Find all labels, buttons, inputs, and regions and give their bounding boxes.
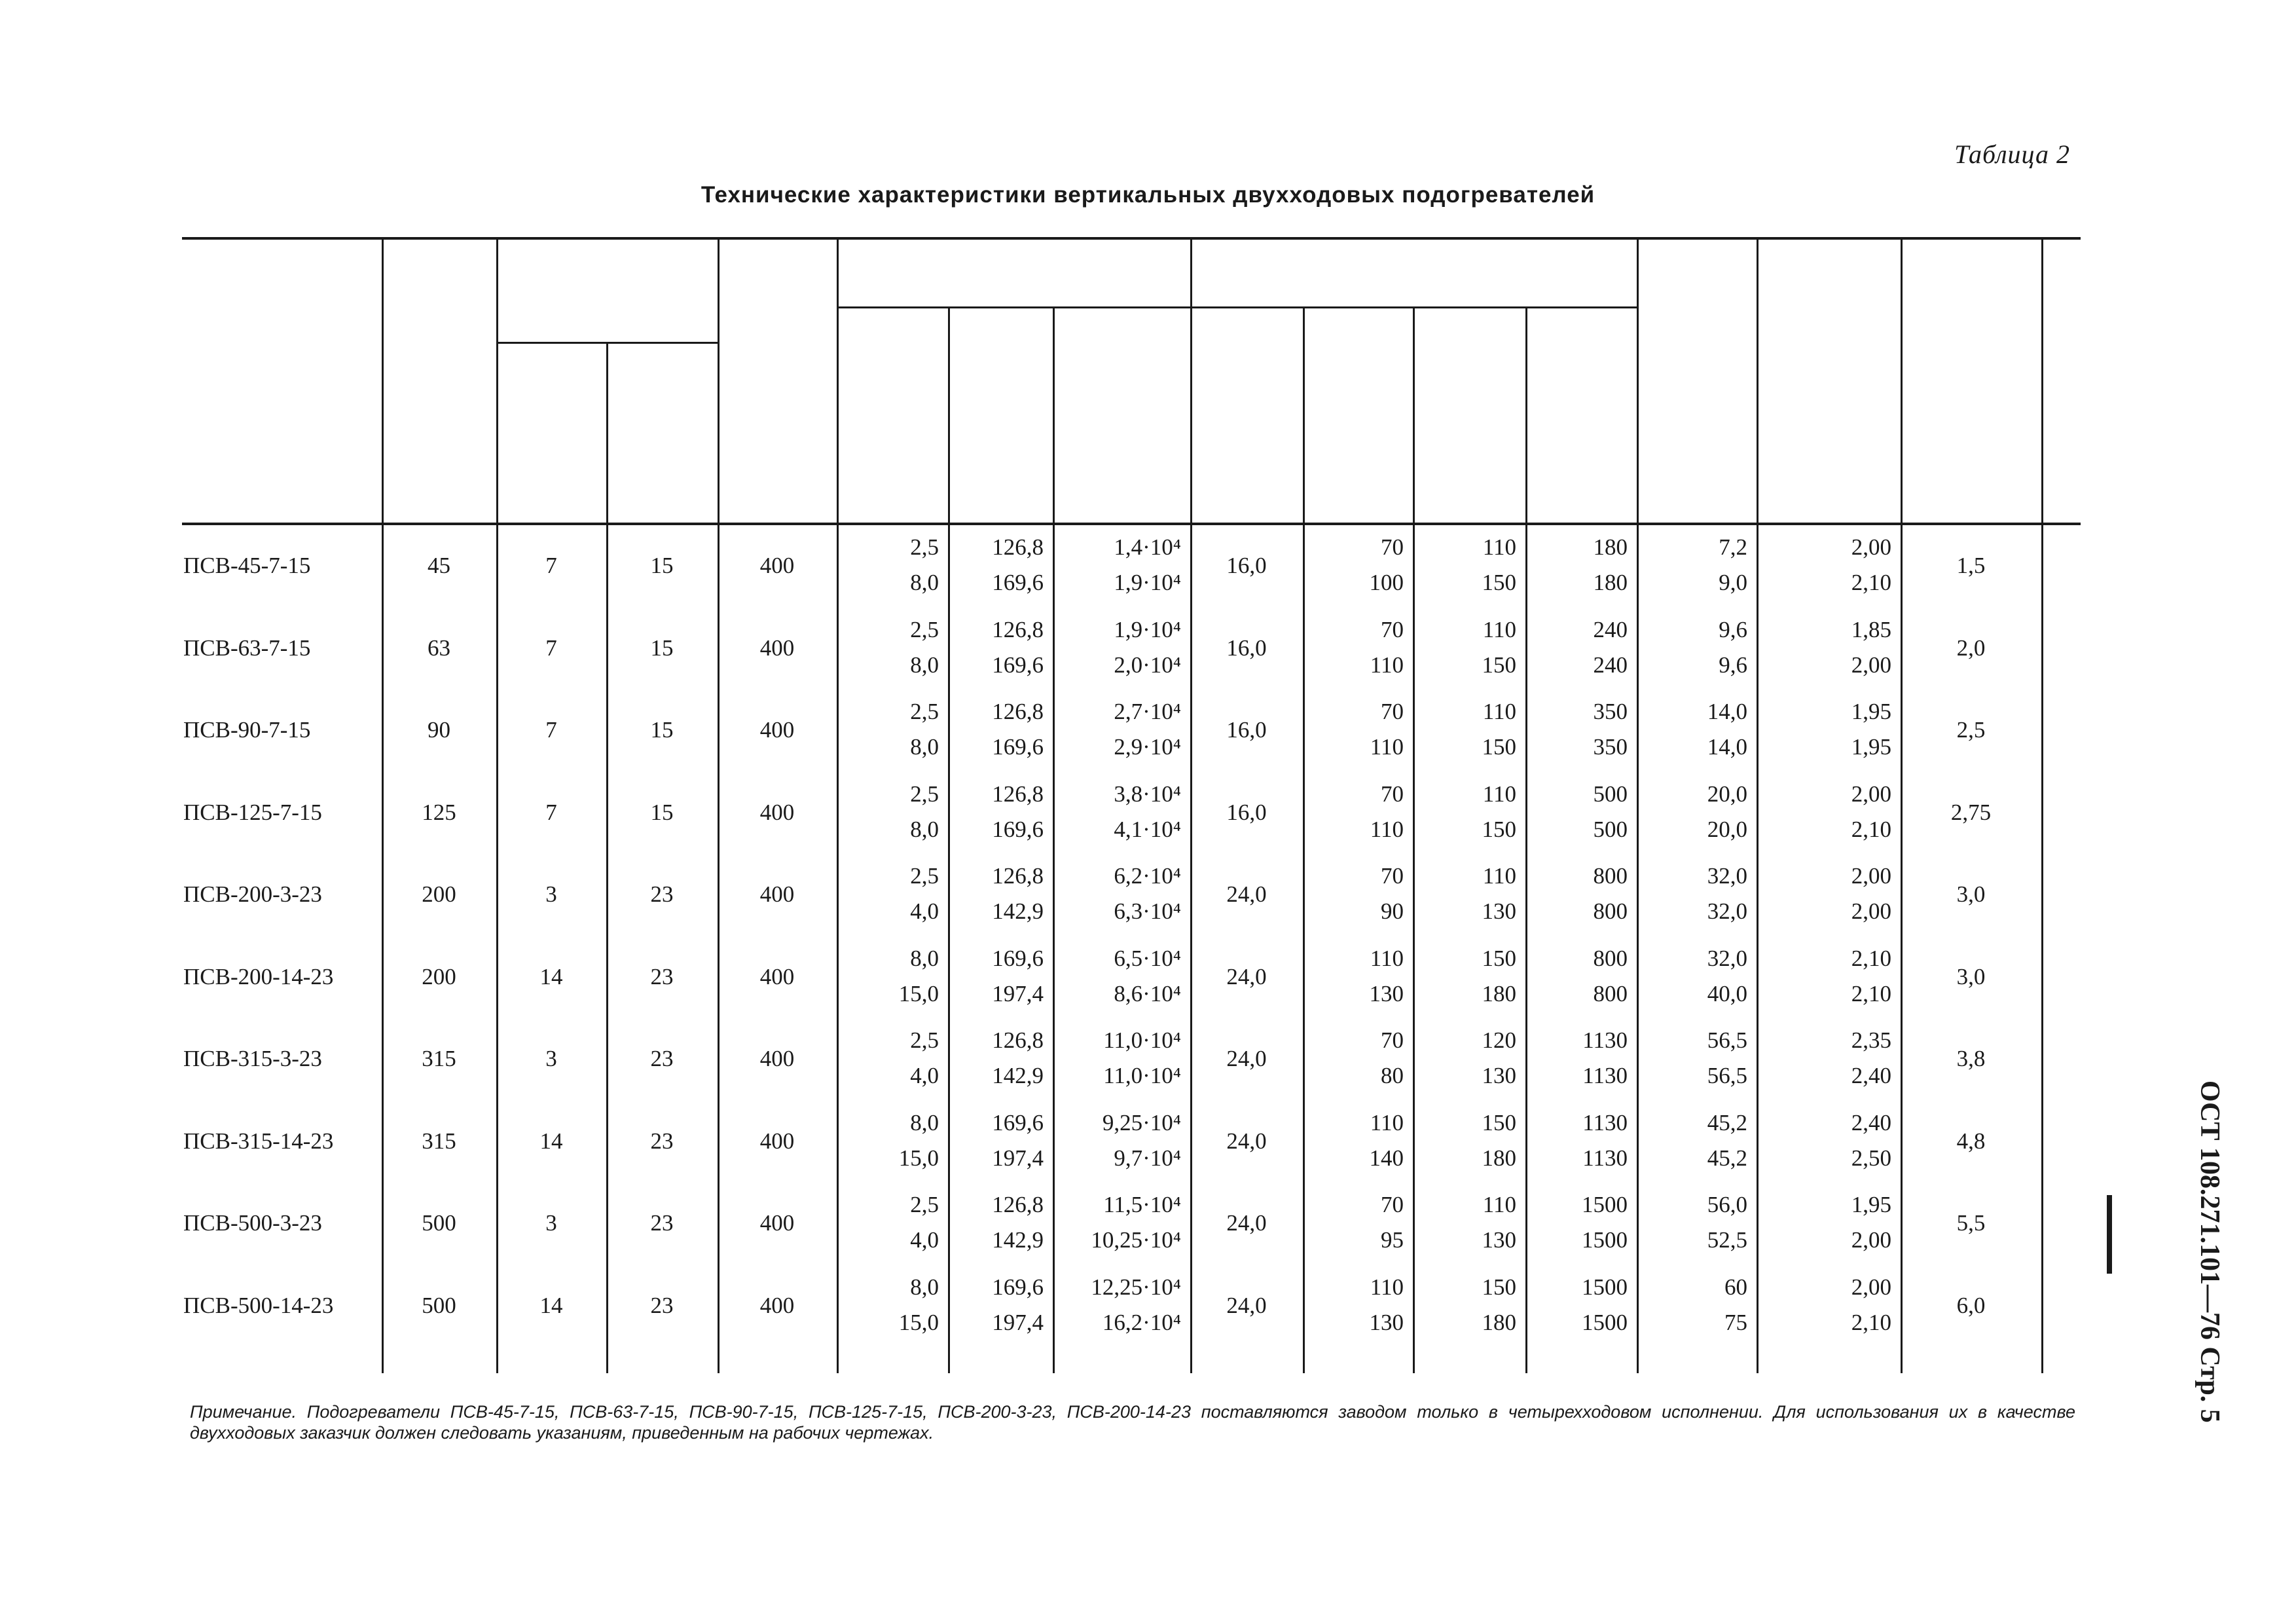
row-steam-flow: 4,1·10⁴: [1114, 816, 1181, 842]
row-steam-flow: 16,2·10⁴: [1102, 1309, 1181, 1335]
row-water-tin: 100: [1369, 570, 1404, 595]
row-wp-water: 15: [650, 553, 674, 578]
row-heat: 45,2: [1707, 1145, 1747, 1171]
row-area: 500: [422, 1292, 456, 1318]
row-velocity: 2,10: [1851, 945, 1891, 971]
row-steam-temp: 169,6: [992, 816, 1044, 842]
row-water-pressure: 16,0: [1226, 799, 1267, 825]
row-resistance: 3,0: [1956, 963, 1986, 989]
row-max-temp: 400: [759, 635, 795, 661]
row-max-temp: 400: [759, 1292, 795, 1318]
row-water-flow: 180: [1593, 534, 1628, 560]
row-steam-flow: 2,0·10⁴: [1114, 652, 1181, 678]
header-velocity: [1763, 242, 1894, 517]
row-water-tin: 110: [1370, 734, 1404, 760]
row-water-flow: 1500: [1582, 1274, 1628, 1300]
row-heat: 20,0: [1707, 816, 1747, 842]
row-velocity: 2,10: [1851, 980, 1891, 1006]
row-water-tin: 110: [1370, 945, 1404, 971]
row-steam-pressure: 2,5: [910, 1192, 939, 1217]
row-wp-steam: 14: [539, 1292, 563, 1318]
row-wp-water: 15: [650, 717, 674, 743]
row-wp-water: 23: [650, 881, 674, 907]
row-water-flow: 800: [1593, 863, 1628, 889]
row-water-flow: 350: [1593, 699, 1628, 724]
row-steam-pressure: 4,0: [910, 1227, 939, 1253]
row-steam-temp: 126,8: [992, 781, 1044, 807]
row-water-tin: 70: [1381, 1192, 1404, 1217]
row-water-tin: 140: [1369, 1145, 1404, 1171]
row-type: ПСВ-45-7-15: [183, 553, 311, 578]
row-water-flow: 350: [1593, 734, 1628, 760]
row-steam-pressure: 8,0: [910, 570, 939, 595]
row-heat: 60: [1724, 1274, 1747, 1300]
table-title: Технические характеристики вертикальных двухходовых подогревателей: [701, 182, 1595, 208]
row-steam-pressure: 2,5: [910, 863, 939, 889]
row-steam-flow: 11,0·10⁴: [1103, 1027, 1181, 1053]
row-resistance: 2,0: [1956, 635, 1986, 661]
row-water-tout: 180: [1482, 1309, 1516, 1335]
header-wp-water: [613, 347, 711, 517]
row-wp-water: 23: [650, 1292, 674, 1318]
row-heat: 32,0: [1707, 898, 1747, 924]
column-rule: [837, 237, 839, 1373]
row-resistance: 5,5: [1956, 1210, 1986, 1236]
row-area: 90: [428, 717, 450, 743]
row-type: ПСВ-500-14-23: [183, 1292, 334, 1318]
row-water-tout: 130: [1482, 898, 1516, 924]
row-steam-flow: 12,25·10⁴: [1091, 1274, 1181, 1300]
row-steam-flow: 8,6·10⁴: [1114, 980, 1181, 1006]
row-velocity: 2,00: [1851, 898, 1891, 924]
row-steam-flow: 2,7·10⁴: [1114, 699, 1181, 724]
row-max-temp: 400: [759, 799, 795, 825]
row-water-tin: 110: [1370, 1109, 1404, 1135]
column-rule: [1413, 306, 1415, 1373]
row-water-flow: 1130: [1582, 1145, 1628, 1171]
header-water-tout: [1419, 312, 1519, 517]
header-area: [388, 242, 490, 517]
row-water-flow: 500: [1593, 816, 1628, 842]
row-water-tout: 180: [1482, 980, 1516, 1006]
row-steam-temp: 197,4: [992, 1145, 1044, 1171]
header-steam-flow: [1059, 312, 1184, 517]
row-water-tin: 70: [1381, 616, 1404, 642]
row-steam-flow: 6,3·10⁴: [1114, 898, 1181, 924]
table-caption: Таблица 2: [1954, 139, 2070, 169]
row-velocity: 2,50: [1851, 1145, 1891, 1171]
row-water-tout: 110: [1482, 699, 1516, 724]
row-max-temp: 400: [759, 1046, 795, 1071]
row-water-flow: 1130: [1582, 1063, 1628, 1088]
row-steam-temp: 169,6: [992, 734, 1044, 760]
row-steam-flow: 10,25·10⁴: [1091, 1227, 1181, 1253]
row-steam-pressure: 8,0: [910, 816, 939, 842]
row-area: 315: [422, 1046, 456, 1071]
row-type: ПСВ-315-3-23: [183, 1046, 322, 1071]
row-water-flow: 240: [1593, 652, 1628, 678]
row-water-flow: 500: [1593, 781, 1628, 807]
header-water-tin: [1309, 312, 1406, 517]
row-water-tin: 70: [1381, 863, 1404, 889]
row-heat: 32,0: [1707, 945, 1747, 971]
row-steam-temp: 126,8: [992, 616, 1044, 642]
row-water-flow: 800: [1593, 980, 1628, 1006]
row-heat: 45,2: [1707, 1109, 1747, 1135]
row-steam-pressure: 15,0: [898, 1309, 939, 1335]
row-water-tin: 70: [1381, 781, 1404, 807]
column-rule: [1053, 306, 1055, 1373]
row-resistance: 6,0: [1956, 1292, 1986, 1318]
row-water-tin: 80: [1381, 1063, 1404, 1088]
row-area: 200: [422, 963, 456, 989]
row-water-tout: 150: [1482, 1109, 1516, 1135]
row-steam-flow: 6,2·10⁴: [1114, 863, 1181, 889]
row-water-flow: 800: [1593, 945, 1628, 971]
header-water-pressure: [1197, 312, 1296, 517]
row-velocity: 1,95: [1851, 734, 1891, 760]
row-heat: 7,2: [1719, 534, 1747, 560]
row-water-tin: 110: [1370, 1274, 1404, 1300]
row-heat: 40,0: [1707, 980, 1747, 1006]
row-heat: 75: [1724, 1309, 1747, 1335]
table-top-rule: [182, 237, 2081, 240]
row-max-temp: 400: [759, 881, 795, 907]
row-steam-pressure: 8,0: [910, 1274, 939, 1300]
row-water-tout: 130: [1482, 1063, 1516, 1088]
row-wp-steam: 7: [545, 717, 557, 743]
row-area: 63: [428, 635, 450, 661]
row-water-flow: 1130: [1582, 1027, 1628, 1053]
row-velocity: 2,10: [1851, 570, 1891, 595]
row-water-pressure: 24,0: [1226, 1292, 1267, 1318]
row-water-tout: 150: [1482, 816, 1516, 842]
row-steam-temp: 169,6: [992, 570, 1044, 595]
row-water-tin: 70: [1381, 534, 1404, 560]
row-wp-water: 15: [650, 799, 674, 825]
row-heat: 9,6: [1719, 616, 1747, 642]
row-water-pressure: 24,0: [1226, 1046, 1267, 1071]
row-water-flow: 240: [1593, 616, 1628, 642]
row-water-tin: 130: [1369, 1309, 1404, 1335]
row-steam-pressure: 8,0: [910, 1109, 939, 1135]
row-water-tin: 110: [1370, 652, 1404, 678]
row-water-pressure: 16,0: [1226, 553, 1267, 578]
row-velocity: 2,00: [1851, 863, 1891, 889]
row-steam-flow: 11,0·10⁴: [1103, 1063, 1181, 1088]
row-wp-steam: 14: [539, 1128, 563, 1154]
row-steam-temp: 126,8: [992, 1192, 1044, 1217]
row-water-flow: 1500: [1582, 1192, 1628, 1217]
row-velocity: 2,10: [1851, 1309, 1891, 1335]
row-steam-temp: 142,9: [992, 898, 1044, 924]
row-steam-temp: 169,6: [992, 1109, 1044, 1135]
row-resistance: 4,8: [1956, 1128, 1986, 1154]
row-wp-steam: 7: [545, 553, 557, 578]
row-steam-flow: 1,4·10⁴: [1114, 534, 1181, 560]
row-water-tout: 110: [1482, 781, 1516, 807]
row-area: 315: [422, 1128, 456, 1154]
row-area: 125: [422, 799, 456, 825]
header-steam-pressure: [843, 312, 941, 517]
row-heat: 14,0: [1707, 699, 1747, 724]
column-rule: [948, 306, 950, 1373]
row-water-tin: 70: [1381, 699, 1404, 724]
row-water-tout: 180: [1482, 1145, 1516, 1171]
row-velocity: 2,40: [1851, 1109, 1891, 1135]
row-type: ПСВ-315-14-23: [183, 1128, 334, 1154]
row-water-flow: 180: [1593, 570, 1628, 595]
row-heat: 14,0: [1707, 734, 1747, 760]
row-steam-pressure: 15,0: [898, 1145, 939, 1171]
row-velocity: 2,35: [1851, 1027, 1891, 1053]
row-water-tout: 110: [1482, 863, 1516, 889]
row-steam-temp: 169,6: [992, 1274, 1044, 1300]
row-steam-temp: 197,4: [992, 980, 1044, 1006]
table-note: Примечание. Подогреватели ПСВ-45-7-15, ПСВ-63-7-15, ПСВ-90-7-15, ПСВ-125-7-15, ПСВ-200-3-23, ПСВ-200-14-23 поставляются заводом только в четырехходовом исполнении. Для использования их в качестве двухходовых заказчик должен следовать указаниям, приведенным на рабочих чертежах.: [190, 1402, 2075, 1443]
row-steam-flow: 9,7·10⁴: [1114, 1145, 1181, 1171]
row-steam-pressure: 8,0: [910, 945, 939, 971]
row-steam-pressure: 4,0: [910, 1063, 939, 1088]
row-steam-pressure: 2,5: [910, 1027, 939, 1053]
row-velocity: 2,00: [1851, 1274, 1891, 1300]
row-area: 500: [422, 1210, 456, 1236]
header-water-flow: [1532, 312, 1630, 517]
row-type: ПСВ-500-3-23: [183, 1210, 322, 1236]
header-wp-steam: [503, 347, 600, 517]
row-velocity: 2,00: [1851, 534, 1891, 560]
row-steam-pressure: 8,0: [910, 652, 939, 678]
row-max-temp: 400: [759, 1128, 795, 1154]
row-type: ПСВ-200-14-23: [183, 963, 334, 989]
row-water-tout: 150: [1482, 1274, 1516, 1300]
row-steam-flow: 11,5·10⁴: [1103, 1192, 1181, 1217]
row-water-flow: 1500: [1582, 1227, 1628, 1253]
column-rule: [1757, 237, 1758, 1373]
row-steam-pressure: 8,0: [910, 734, 939, 760]
row-water-flow: 1130: [1582, 1109, 1628, 1135]
row-water-tout: 110: [1482, 616, 1516, 642]
row-water-tin: 95: [1381, 1227, 1404, 1253]
row-water-flow: 1500: [1582, 1309, 1628, 1335]
row-heat: 56,5: [1707, 1063, 1747, 1088]
row-type: ПСВ-63-7-15: [183, 635, 311, 661]
row-wp-steam: 3: [545, 1210, 557, 1236]
row-velocity: 1,95: [1851, 699, 1891, 724]
document-code: ОСТ 108.271.101—76 Стр. 5: [2195, 1080, 2225, 1423]
row-heat: 20,0: [1707, 781, 1747, 807]
row-resistance: 1,5: [1956, 553, 1986, 578]
row-water-flow: 800: [1593, 898, 1628, 924]
row-steam-temp: 169,6: [992, 652, 1044, 678]
row-max-temp: 400: [759, 553, 795, 578]
table-header-rule: [182, 523, 2081, 525]
row-resistance: 2,75: [1950, 799, 1992, 825]
row-steam-flow: 3,8·10⁴: [1114, 781, 1181, 807]
row-heat: 52,5: [1707, 1227, 1747, 1253]
row-velocity: 2,10: [1851, 816, 1891, 842]
row-wp-steam: 3: [545, 1046, 557, 1071]
row-water-pressure: 24,0: [1226, 963, 1267, 989]
row-water-tin: 90: [1381, 898, 1404, 924]
row-steam-flow: 1,9·10⁴: [1114, 616, 1181, 642]
row-water-tout: 120: [1482, 1027, 1516, 1053]
row-water-tin: 110: [1370, 816, 1404, 842]
row-wp-water: 23: [650, 1210, 674, 1236]
group-rule-steam: [837, 306, 1190, 308]
column-rule: [1303, 306, 1305, 1373]
row-steam-temp: 197,4: [992, 1309, 1044, 1335]
row-steam-pressure: 2,5: [910, 781, 939, 807]
row-water-pressure: 16,0: [1226, 717, 1267, 743]
row-water-pressure: 16,0: [1226, 635, 1267, 661]
row-water-tin: 130: [1369, 980, 1404, 1006]
row-velocity: 2,40: [1851, 1063, 1891, 1088]
row-steam-temp: 142,9: [992, 1063, 1044, 1088]
row-steam-temp: 126,8: [992, 863, 1044, 889]
row-area: 200: [422, 881, 456, 907]
row-type: ПСВ-125-7-15: [183, 799, 322, 825]
column-rule: [2041, 237, 2043, 1373]
row-heat: 9,6: [1719, 652, 1747, 678]
header-heat: [1643, 242, 1750, 517]
row-wp-water: 23: [650, 963, 674, 989]
header-steam-temp: [955, 312, 1046, 517]
row-steam-temp: 169,6: [992, 945, 1044, 971]
row-wp-water: 23: [650, 1128, 674, 1154]
row-velocity: 2,00: [1851, 781, 1891, 807]
row-water-pressure: 24,0: [1226, 1128, 1267, 1154]
row-water-tin: 70: [1381, 1027, 1404, 1053]
row-water-pressure: 24,0: [1226, 881, 1267, 907]
row-velocity: 2,00: [1851, 1227, 1891, 1253]
row-water-tout: 150: [1482, 734, 1516, 760]
row-water-tout: 150: [1482, 570, 1516, 595]
header-resistance: [1907, 242, 2035, 517]
row-water-tout: 150: [1482, 945, 1516, 971]
row-velocity: 1,85: [1851, 616, 1891, 642]
spec-table: [182, 237, 2081, 1383]
row-steam-flow: 9,25·10⁴: [1102, 1109, 1181, 1135]
row-velocity: 1,95: [1851, 1192, 1891, 1217]
row-max-temp: 400: [759, 717, 795, 743]
row-steam-temp: 126,8: [992, 1027, 1044, 1053]
row-heat: 56,0: [1707, 1192, 1747, 1217]
column-rule: [1637, 237, 1639, 1373]
row-water-pressure: 24,0: [1226, 1210, 1267, 1236]
row-steam-pressure: 15,0: [898, 980, 939, 1006]
row-steam-pressure: 2,5: [910, 616, 939, 642]
row-wp-water: 15: [650, 635, 674, 661]
row-wp-water: 23: [650, 1046, 674, 1071]
row-water-tout: 110: [1482, 534, 1516, 560]
row-heat: 9,0: [1719, 570, 1747, 595]
row-heat: 32,0: [1707, 863, 1747, 889]
row-wp-steam: 3: [545, 881, 557, 907]
row-resistance: 2,5: [1956, 717, 1986, 743]
row-steam-pressure: 4,0: [910, 898, 939, 924]
row-velocity: 2,00: [1851, 652, 1891, 678]
row-wp-steam: 7: [545, 799, 557, 825]
row-steam-flow: 6,5·10⁴: [1114, 945, 1181, 971]
row-resistance: 3,0: [1956, 881, 1986, 907]
row-water-tout: 110: [1482, 1192, 1516, 1217]
row-steam-pressure: 2,5: [910, 534, 939, 560]
side-margin-bar: [2107, 1195, 2112, 1274]
row-water-tout: 130: [1482, 1227, 1516, 1253]
row-resistance: 3,8: [1956, 1046, 1986, 1071]
row-steam-pressure: 2,5: [910, 699, 939, 724]
row-steam-flow: 1,9·10⁴: [1114, 570, 1181, 595]
row-max-temp: 400: [759, 1210, 795, 1236]
row-max-temp: 400: [759, 963, 795, 989]
row-steam-temp: 126,8: [992, 699, 1044, 724]
row-area: 45: [428, 553, 450, 578]
column-rule: [1525, 306, 1527, 1373]
row-steam-temp: 142,9: [992, 1227, 1044, 1253]
header-max-temp: [724, 242, 830, 517]
row-steam-temp: 126,8: [992, 534, 1044, 560]
row-type: ПСВ-90-7-15: [183, 717, 311, 743]
row-type: ПСВ-200-3-23: [183, 881, 322, 907]
row-wp-steam: 14: [539, 963, 563, 989]
row-water-tout: 150: [1482, 652, 1516, 678]
row-steam-flow: 2,9·10⁴: [1114, 734, 1181, 760]
row-heat: 56,5: [1707, 1027, 1747, 1053]
row-wp-steam: 7: [545, 635, 557, 661]
